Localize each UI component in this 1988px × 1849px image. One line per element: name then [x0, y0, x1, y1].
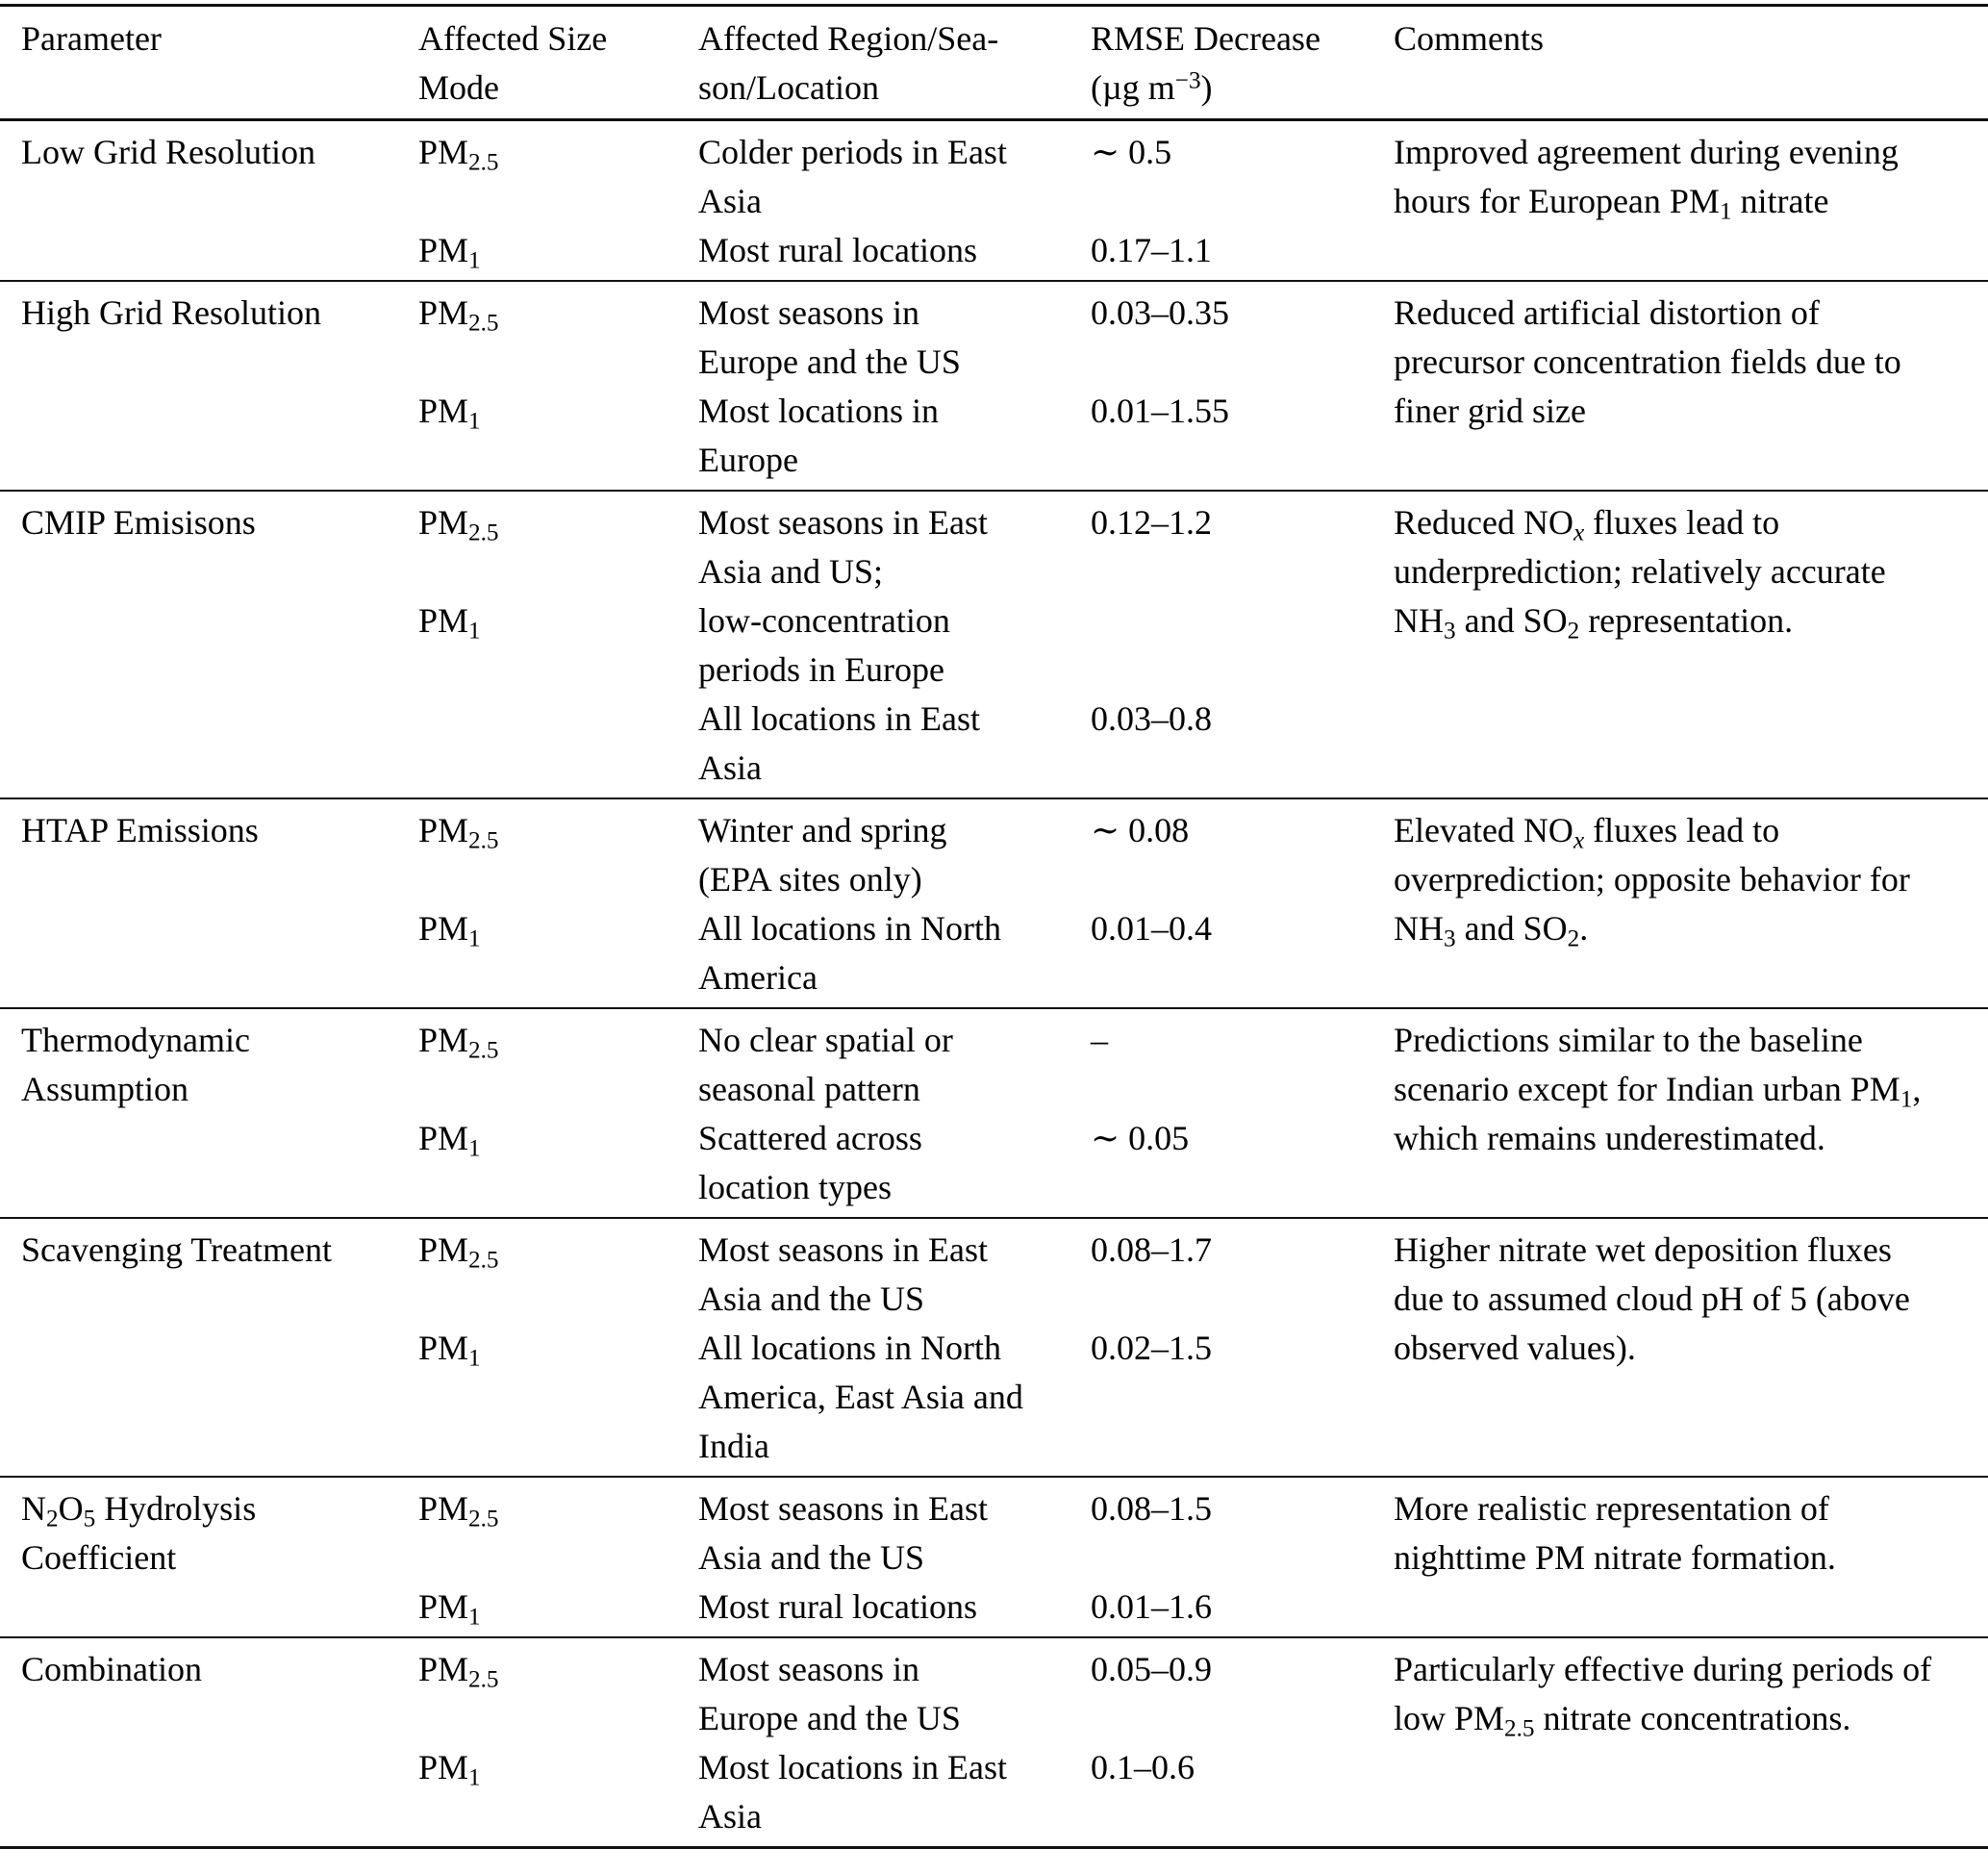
cell-region: Most seasons in Europe and the US Most locations in East Asia [698, 1637, 1091, 1848]
cell-comments: Particularly effective during periods of low $PM_{2.5}$ nitrate concentrations. [1394, 1637, 1988, 1848]
cell-parameter: Combination [0, 1637, 418, 1848]
cell-rmse: ∼ 0.5 0.17–1.1 [1091, 133, 1212, 269]
cell-rmse: – ∼ 0.05 [1091, 1008, 1394, 1218]
table-row [0, 1637, 1988, 1848]
table-header [0, 6, 1988, 120]
cell-region: Colder periods in East Asia Most rural locations [698, 133, 1007, 269]
table-row [0, 1477, 1988, 1637]
header-parameter: Parameter [0, 6, 418, 120]
cell-size_mode: $PM_{2.5}$ $PM_1$ [418, 1218, 698, 1477]
cell-region: Most seasons in East Asia and US; low-concentration periods in Europe All locations in East Asia [698, 491, 1091, 798]
table-row [0, 1218, 1988, 1477]
table-row [0, 798, 1988, 1008]
cell-parameter: $N_2O_5$ Hydrolysis Coefficient [0, 1477, 418, 1637]
header-affected-size-mode: Affected Size Mode [418, 6, 698, 120]
table-row [0, 491, 1988, 798]
header-affected-region-season-location: Affected Region/Sea- son/Location [698, 6, 1091, 120]
cell-region: Most seasons in East Asia and the US Most rural locations [698, 1477, 1091, 1637]
cell-parameter: CMIP Emisisons [0, 491, 418, 798]
cell-size_mode: $PM_{2.5}$ $PM_1$ [418, 1477, 698, 1637]
table-row [0, 281, 1988, 491]
cell-region: Winter and spring (EPA sites only) All locations in North America [698, 798, 1091, 1008]
cell-parameter: High Grid Resolution [0, 281, 418, 491]
cell-rmse: 0.08–1.5 0.01–1.6 [1091, 1477, 1394, 1637]
cell-comments: Higher nitrate wet deposition fluxes due to assumed cloud pH of 5 (above observed values). [1394, 1218, 1988, 1477]
cell-comments: Improved agreement during evening hours for European $PM_1$ nitrate [1394, 133, 1899, 225]
cell-comments: Elevated $NO_x$ fluxes lead to overprediction; opposite behavior for $NH_3$ and $SO_2$. [1394, 798, 1988, 1008]
cell-rmse: 0.03–0.35 0.01–1.55 [1091, 281, 1394, 491]
cell-comments: Predictions similar to the baseline scenario except for Indian urban $PM_1$, which remains underestimated. [1394, 1008, 1988, 1218]
cell-size_mode: $PM_{2.5}$ $PM_1$ [418, 491, 698, 798]
cell-rmse: 0.05–0.9 0.1–0.6 [1091, 1637, 1394, 1848]
cell-comments: More realistic representation of nighttime PM nitrate formation. [1394, 1477, 1988, 1637]
cell-parameter: Low Grid Resolution [21, 133, 315, 171]
header-row [0, 6, 1988, 120]
cell-region: Most seasons in East Asia and the US All locations in North America, East Asia and India [698, 1218, 1091, 1477]
parameters-table [0, 4, 1988, 1849]
cell-region: Most seasons in Europe and the US Most locations in Europe [698, 281, 1091, 491]
cell-size_mode: $PM_{2.5}$ $PM_1$ [418, 1008, 698, 1218]
header-rmse-decrease: RMSE Decrease (µg $m^{-3}$) [1091, 6, 1394, 120]
table-body [0, 120, 1988, 1848]
cell-rmse: 0.08–1.7 0.02–1.5 [1091, 1218, 1394, 1477]
cell-rmse: ∼ 0.08 0.01–0.4 [1091, 798, 1394, 1008]
table-row [0, 120, 1988, 282]
cell-size_mode: $PM_{2.5}$ $PM_1$ [418, 798, 698, 1008]
table-row [0, 1008, 1988, 1218]
cell-size_mode: $PM_{2.5}$ $PM_1$ [418, 281, 698, 491]
header-comments: Comments [1394, 6, 1988, 120]
cell-comments: Reduced artificial distortion of precursor concentration fields due to finer grid size [1394, 281, 1988, 491]
cell-size_mode: $PM_{2.5}$ $PM_1$ [418, 1637, 698, 1848]
cell-parameter: Scavenging Treatment [0, 1218, 418, 1477]
cell-rmse: 0.12–1.2 0.03–0.8 [1091, 491, 1394, 798]
cell-comments: Reduced $NO_x$ fluxes lead to underprediction; relatively accurate $NH_3$ and $SO_2$ representation. [1394, 491, 1988, 798]
cell-parameter: HTAP Emissions [0, 798, 418, 1008]
cell-parameter: Thermodynamic Assumption [0, 1008, 418, 1218]
cell-size_mode: $PM_{2.5}$ $PM_1$ [418, 133, 499, 274]
cell-region: No clear spatial or seasonal pattern Scattered across location types [698, 1008, 1091, 1218]
